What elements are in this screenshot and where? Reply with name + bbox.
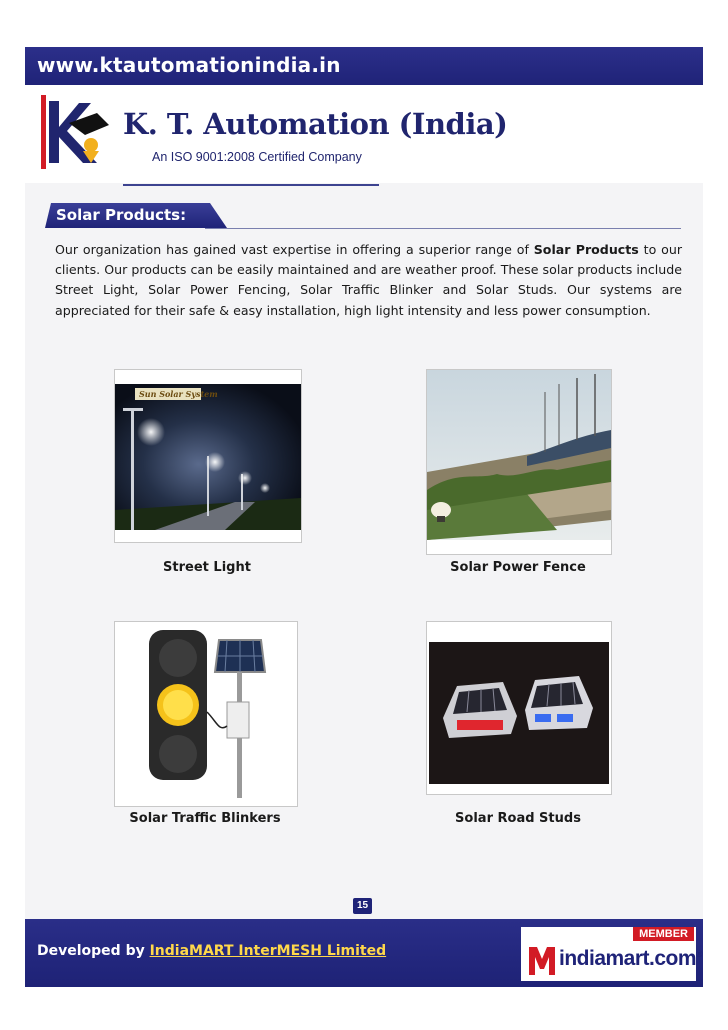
intro-bold-term: Solar Products	[533, 242, 639, 257]
section-title: Solar Products:	[56, 206, 187, 224]
website-url[interactable]: www.ktautomationindia.in	[37, 53, 341, 77]
header-divider	[123, 184, 379, 186]
indiamart-m-icon	[527, 941, 557, 977]
street-light-image	[115, 370, 301, 542]
solar-fence-caption: Solar Power Fence	[450, 560, 586, 575]
intro-paragraph	[55, 240, 682, 321]
road-studs-image	[427, 622, 611, 794]
company-logo-icon	[39, 93, 114, 171]
solar-fence-photo	[426, 369, 612, 555]
road-studs-photo	[426, 621, 612, 795]
street-light-photo	[114, 369, 302, 543]
solar-fence-image	[427, 370, 611, 554]
traffic-blinker-image	[115, 622, 297, 806]
footer-bar	[25, 919, 703, 987]
intro-text-end: to our clients. Our products can be easily maintained and are weather proof. These solar products include Street Light, Solar Power Fencing, Solar Traffic Blinker and Solar Studs. Our systems are appreciated for their safe & easy installation, high light intensity and less power consumption.	[55, 242, 682, 318]
indiamart-logo-text	[559, 947, 702, 971]
indiamart-badge[interactable]	[521, 927, 703, 981]
member-label: MEMBER	[633, 927, 694, 941]
company-name: K. T. Automation (India)	[123, 107, 508, 141]
road-studs-caption: Solar Road Studs	[455, 811, 581, 826]
developer-link[interactable]: IndiaMART InterMESH Limited	[149, 943, 387, 959]
sun-solar-label: Sun Solar System	[139, 389, 218, 399]
traffic-blinker-caption: Solar Traffic Blinkers	[129, 811, 281, 826]
top-url-bar	[25, 47, 703, 85]
section-heading	[45, 203, 235, 230]
street-light-caption: Street Light	[163, 560, 251, 575]
company-header	[25, 85, 703, 183]
developed-by-text	[37, 943, 386, 959]
page-number: 15	[353, 898, 372, 914]
traffic-blinker-photo	[114, 621, 298, 807]
intro-text-start: Our organization has gained vast expertise in offering a superior range of	[55, 242, 534, 257]
registered-mark: ®	[696, 949, 703, 959]
developed-by-label: Developed by	[37, 943, 150, 959]
iso-tagline: An ISO 9001:2008 Certified Company	[152, 150, 362, 164]
section-rule	[205, 228, 681, 229]
indiamart-brand: indiamart.com	[559, 947, 697, 970]
brochure-page	[25, 47, 703, 987]
